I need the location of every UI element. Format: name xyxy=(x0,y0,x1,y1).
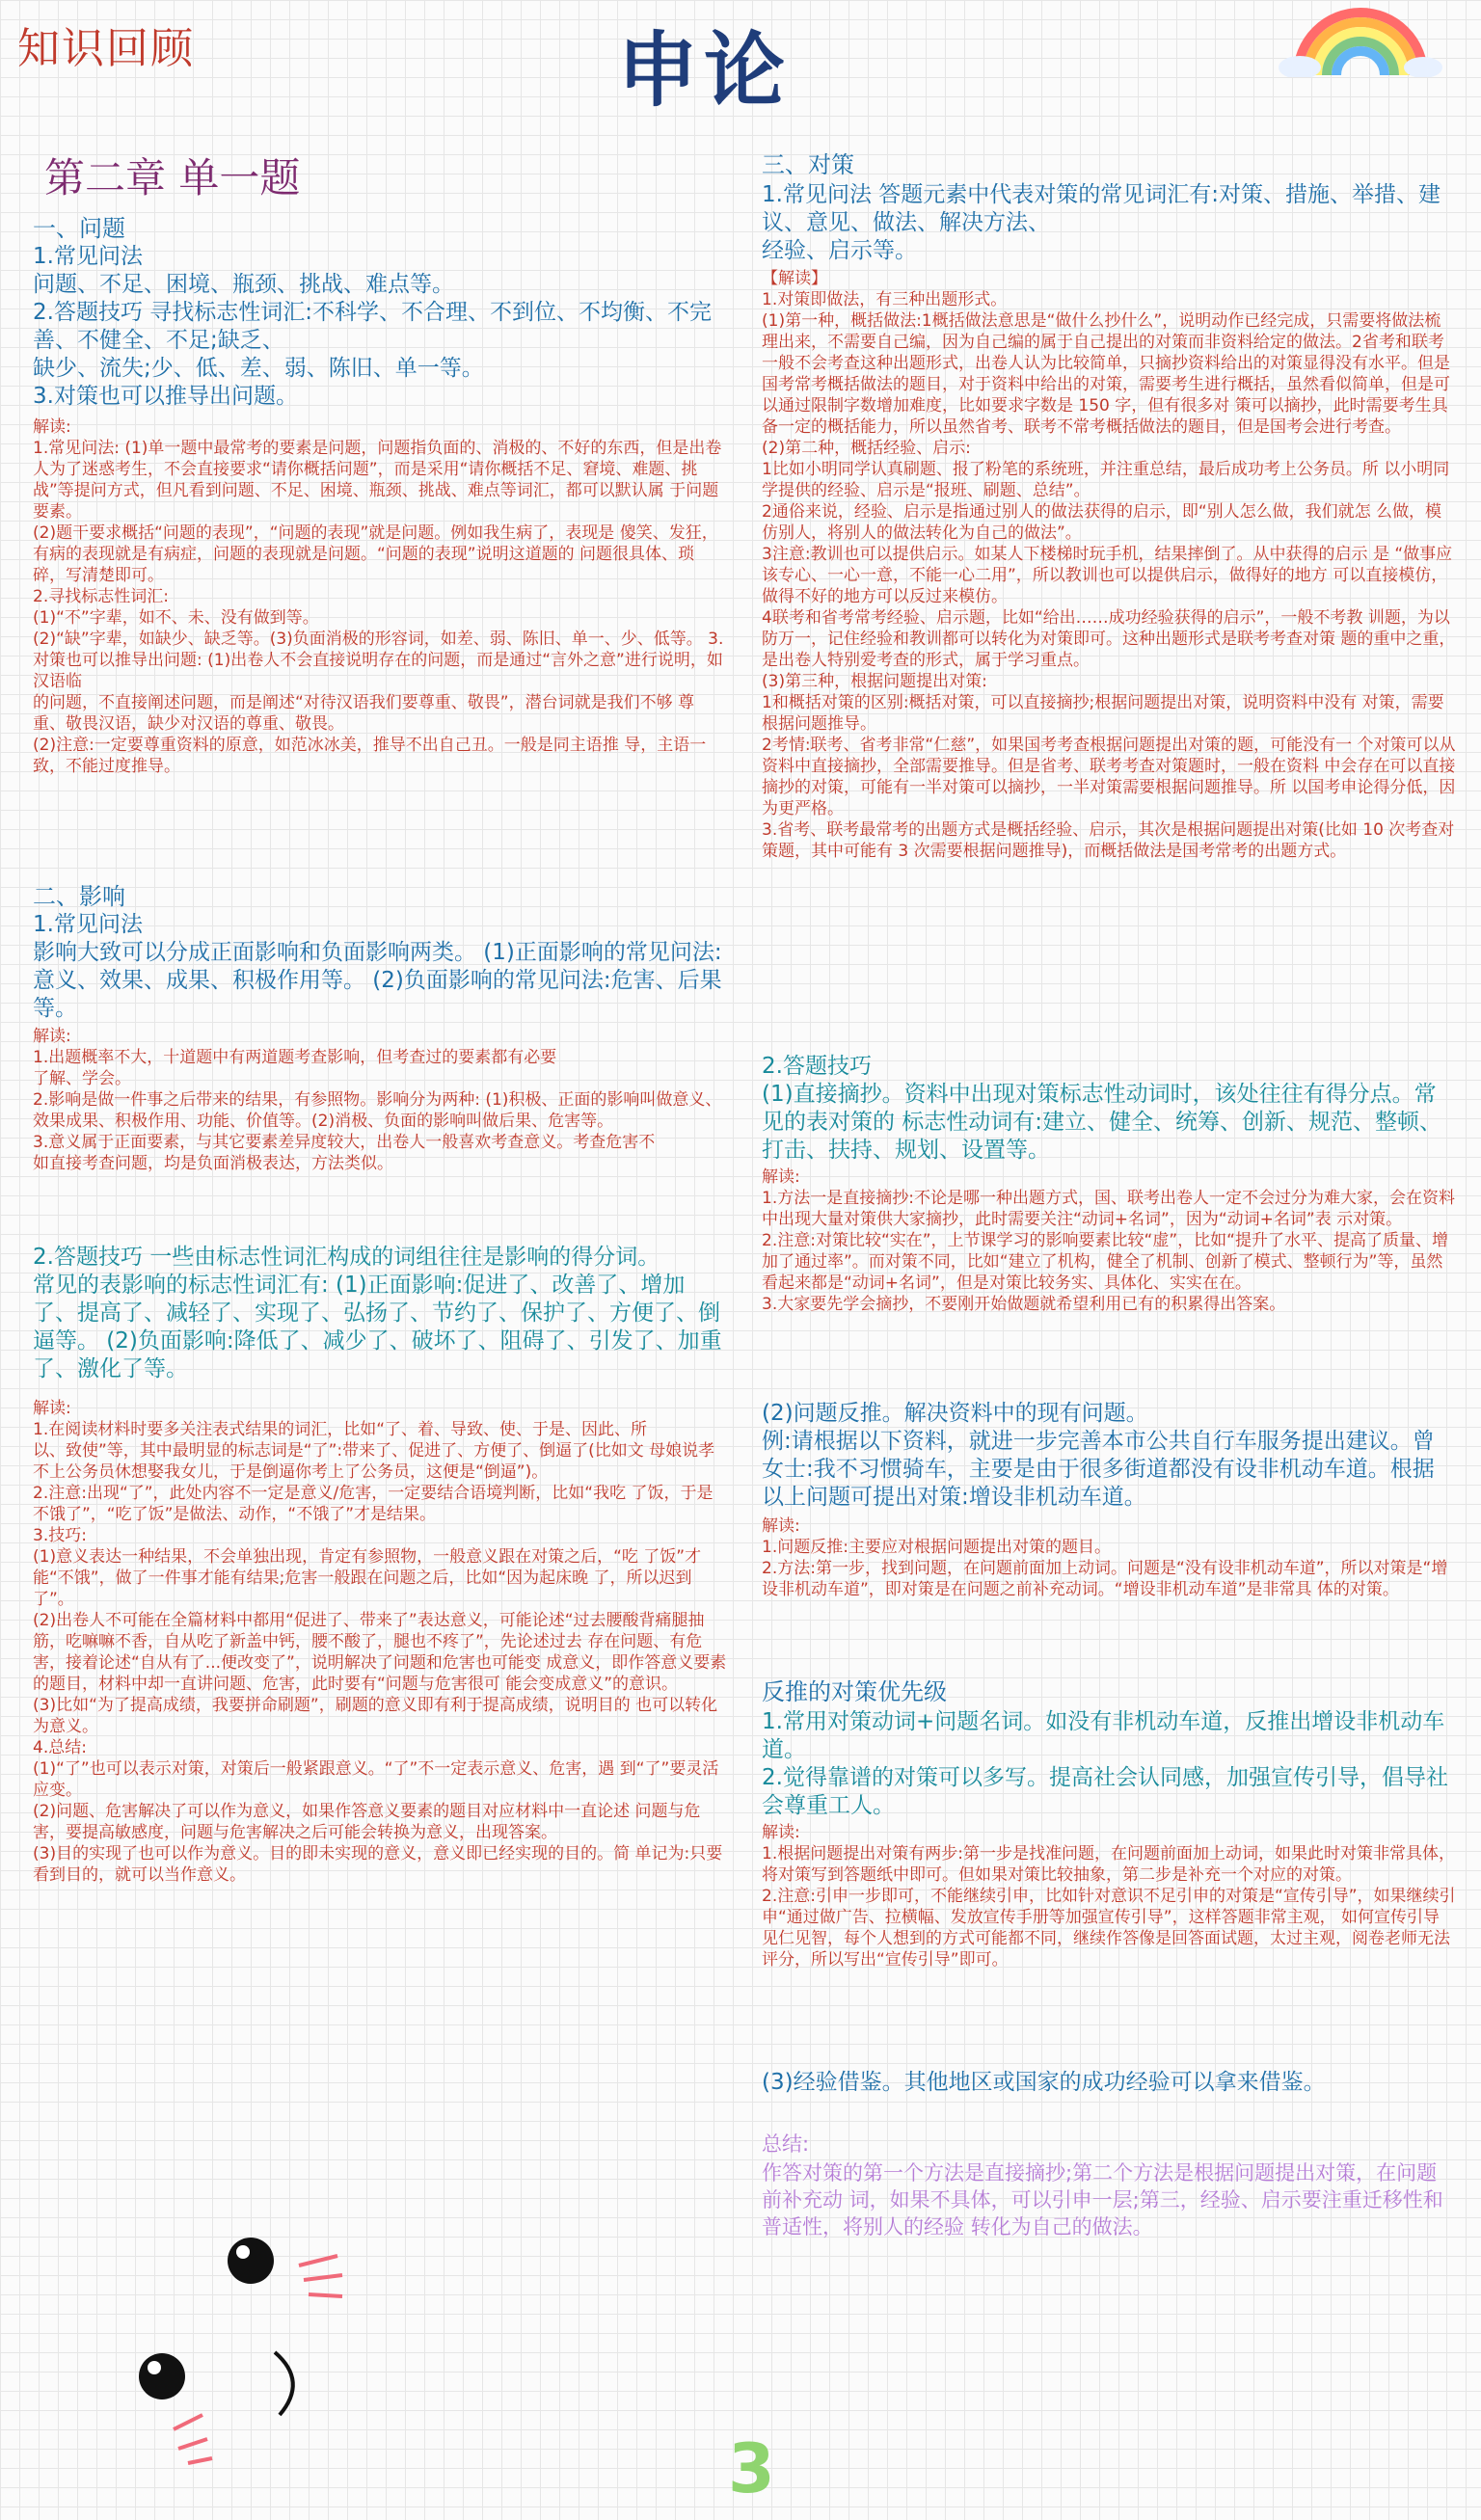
note-text: 1.对策即做法，有三种出题形式。 (1)第一种，概括做法:1概括做法意思是“做什么抄什么”，说明动作已经完成，只需要将做法梳理出来，不需要自己编，因为自己编的属于自己提出的对策而非资料给定的做法。2省考和联考一般不会考查这种出题形式，出卷人认为比较简单，只摘抄资料给出的对策显得没有水平。但是国考常考概括做法的题目，对于资料中给出的对策，需要考生进行概括，虽然看似简单，但是可以通过限制字数增加难度，比如要求字数是 150 字，但有很多对 策可以摘抄，此时需要考生具备一定的概括能力，所以虽然省考、联考不常考概括做法的题目，但是国考会进行考查。 (2)第二种，概括经验、启示: 1比如小明同学认真刷题、报了粉笔的系统班，并注重总结，最后成功考上公务员。所 以小明同学提供的经验、启示是“报班、刷题、总结”。 2通俗来说，经验、启示是指通过别人的做法获得的启示，即“别人怎么做，我们就怎 么做，模仿别人，将别人的做法转化为自己的做法”。 3注意:教训也可以提供启示。如某人下楼梯时玩手机，结果摔倒了。从中获得的启示 是 “做事应该专心、一心一意，不能一心二用”，所以教训也可以提供启示，做得好的地方 可以直接模仿，做得不好的地方可以反过来模仿。 4联考和省考常考经验、启示题，比如“给出……成功经验获得的启示”，一般不考教 训题，为以防万一，记住经验和教训都可以转化为对策即可。这种出题形式是联考考查对策 题的重中之重，是出卷人特别爱考查的形式，属于学习重点。 (3)第三种，根据问题提出对策: 1和概括对策的区别:概括对策，可以直接摘抄;根据问题提出对策，说明资料中没有 对策，需要根据问题推导。 2考情:联考、省考非常“仁慈”，如果国考考查根据问题提出对策的题，可能没有一 个对策可以从资料中直接摘抄，全部需要推导。但是省考、联考考查对策题时，一般在资料 中会存在可以直接摘抄的对策，可能有一半对策可以摘抄，一半对策需要根据问题推导。所 以国考申论得分低，因为更严格。 3.省考、联考最常考的出题方式是概括经验、启示，其次是根据问题提出对策(比如 10 次考查对策题，其中可能有 3 次需要根据问题推导)，而概括做法是国考常考的出题方式。 xyxy=(762,290,1456,861)
summary-text: 作答对策的第一个方法是直接摘抄;第二个方法是根据问题提出对策，在问题前补充动 词，如果不具体，可以引申一层;第三，经验、启示要注重迁移性和普适性，将别人的经验 转化为自己的做法。 xyxy=(762,2161,1443,2239)
note-label: 解读: xyxy=(762,1167,800,1187)
body-text: 1.常用对策动词+问题名词。如没有非机动车道，反推出增设非机动车道。 2.觉得靠谱的对策可以多写。提高社会认同感，加强宣传引导，倡导社会尊重工人。 xyxy=(762,1709,1448,1818)
subheading: 2.答题技巧 xyxy=(762,1054,872,1079)
page-title: 申论 xyxy=(617,23,792,118)
body-text: 经验、启示等。 xyxy=(762,238,917,263)
subheading: (3)经验借鉴。其他地区或国家的成功经验可以拿来借鉴。 xyxy=(762,2070,1326,2095)
note-label: 解读: xyxy=(33,1027,71,1046)
body-text: 常见的表影响的标志性词汇有: (1)正面影响:促进了、改善了、增加了、提高了、减轻了、实现了、弘扬了、节约了、保护了、方便了、倒逼等。 (2)负面影响:降低了、减少了、破坏了、阻碍了、引发了、加重了、激化了等。 xyxy=(33,1273,722,1381)
chapter-title: 第二章 单一题 xyxy=(44,154,301,201)
subheading: 1.常见问法 答题元素中代表对策的常见词汇有:对策、措施、举措、建议、意见、做法、解决方法、 xyxy=(762,182,1441,235)
section-heading-countermeasure: 三、对策 xyxy=(762,151,854,178)
body-text: 问题、不足、困境、瓶颈、挑战、难点等。 xyxy=(33,272,454,297)
subheading: 2.答题技巧 寻找标志性词汇:不科学、不合理、不到位、不均衡、不完善、不健全、不足;缺乏、 xyxy=(33,300,713,353)
note-label: 【解读】 xyxy=(762,269,827,288)
note-text: 1.在阅读材料时要多关注表式结果的词汇，比如“了、着、导致、使、于是、因此、所 以、致使”等，其中最明显的标志词是“了”:带来了、促进了、方便了、倒逼了(比如文 母娘说孝不上公务员休想娶我女儿，于是倒逼你考上了公务员，这便是“倒逼”)。 2.注意:出现“了”，此处内容不一定是意义/危害，一定要结合语境判断，比如“我吃 了饭，于是不饿了”，“吃了饭”是做法、动作，“不饿了”才是结果。 3.技巧: (1)意义表达一种结果，不会单独出现，肯定有参照物，一般意义跟在对策之后，“吃 了饭”才能“不饿”，做了一件事才能有结果;危害一般跟在问题之后，比如“因为起床晚 了，所以迟到了”。 (2)出卷人不可能在全篇材料中都用“促进了、带来了”表达意义，可能论述“过去腰酸背痛腿抽筋，吃嘛嘛不香，自从吃了新盖中钙，腰不酸了，腿也不疼了”，先论述过去 存在问题、有危害，接着论述“自从有了...便改变了”，说明解决了问题和危害也可能变 成意义，即作答意义要素的题目，材料中却一直讲问题、危害，此时要有“问题与危害很可 能会变成意义”的意识。 (3)比如“为了提高成绩，我要拼命刷题”，刷题的意义即有利于提高成绩，说明目的 也可以转化为意义。 4.总结: (1)“了”也可以表示对策，对策后一般紧跟意义。“了”不一定表示意义、危害，遇 到“了”要灵活应变。 (2)问题、危害解决了可以作为意义，如果作答意义要素的题目对应材料中一直论述 问题与危害，要提高敏感度，问题与危害解决之后可能会转换为意义，出现答案。 (3)目的实现了也可以作为意义。目的即未实现的意义，意义即已经实现的目的。简 单记为:只要看到目的，就可以当作意义。 xyxy=(33,1420,727,1885)
body-text: (1)直接摘抄。资料中出现对策标志性动词时，该处往往有得分点。常见的表对策的 标志性动词有:建立、健全、统筹、创新、规范、整顿、打击、扶持、规划、设置等。 xyxy=(762,1082,1442,1163)
badge: 知识回顾 xyxy=(17,24,195,73)
note-text: 1.方法一是直接摘抄:不论是哪一种出题方式，国、联考出卷人一定不会过分为难大家，会在资料中出现大量对策供大家摘抄，此时需要关注“动词+名词”，因为“动词+名词”表 示对策。 2.注意:对策比较“实在”，上节课学习的影响要素比较“虚”，比如“提升了水平、提高了质量、增加了通过率”。而对策不同，比如“建立了机构，健全了机制、创新了模式、整顿行为”等，虽然看起来都是“动词+名词”，但是对策比较务实、具体化、实实在在。 3.大家要先学会摘抄，不要刚开始做题就希望利用已有的积累得出答案。 xyxy=(762,1189,1455,1314)
section-heading-impact: 二、影响 xyxy=(33,883,125,910)
page-number: 3 xyxy=(728,2429,775,2508)
note-text: 1.根据问题提出对策有两步:第一步是找准问题，在问题前面加上动词，如果此时对策非常具体，将对策写到答题纸中即可。但如果对策比较抽象，第二步是补充一个对应的对策。 2.注意:引申一步即可，不能继续引申，比如针对意识不足引申的对策是“宣传引导”，如果继续引申“通过做广告、拉横幅、发放宣传手册等加强宣传引导”，这样答题非常主观， 如何宣传引导见仁见智，每个人想到的方式可能都不同，继续作答像是回答面试题，太过主观，阅卷老师无法评分，所以写出“宣传引导”即可。 xyxy=(762,1844,1456,1970)
note-text: 1.出题概率不大，十道题中有两道题考查影响，但考查过的要素都有必要 了解、学会。 2.影响是做一件事之后带来的结果，有参照物。影响分为两种: (1)积极、正面的影响叫做意义、效果成果、积极作用、功能、价值等。(2)消极、负面的影响叫做后果、危害等。 3.意义属于正面要素，与其它要素差异度较大，出卷人一般喜欢考查意义。考查危害不 如直接考查问题，均是负面消极表达，方法类似。 xyxy=(33,1048,722,1173)
subheading: 1.常见问法 xyxy=(33,912,143,937)
body-text: 缺少、流失;少、低、差、弱、陈旧、单一等。 xyxy=(33,356,484,381)
body-text: 例:请根据以下资料，就进一步完善本市公共自行车服务提出建议。曾女士:我不习惯骑车，主要是由于很多街道都没有设非机动车道。根据以上问题可提出对策:增设非机动车道。 xyxy=(762,1429,1435,1510)
note-label: 解读: xyxy=(762,1823,800,1842)
subheading: 1.常见问法 xyxy=(33,244,143,269)
section-heading-problem: 一、问题 xyxy=(33,215,125,242)
note-label: 解读: xyxy=(762,1516,800,1536)
subheading: (2)问题反推。解决资料中的现有问题。 xyxy=(762,1401,1148,1426)
subheading: 2.答题技巧 一些由标志性词汇构成的词组往往是影响的得分词。 xyxy=(33,1245,660,1270)
note-label: 解读: xyxy=(33,1399,71,1418)
subheading: 反推的对策优先级 xyxy=(762,1678,947,1705)
rainbow-icon xyxy=(1279,0,1442,77)
note-text: 1.常见问法: (1)单一题中最常考的要素是问题，问题指负面的、消极的、不好的东西，但是出卷 人为了迷惑考生，不会直接要求“请你概括问题”，而是采用“请你概括不足、窘境、难题、挑战”等提问方式，但凡看到问题、不足、困境、瓶颈、挑战、难点等词汇，都可以默认属 于问题要素。 (2)题干要求概括“问题的表现”，“问题的表现”就是问题。例如我生病了，表现是 傻笑、发狂，有病的表现就是有病症，问题的表现就是问题。“问题的表现”说明这道题的 问题很具体、琐碎，写清楚即可。 2.寻找标志性词汇: (1)“不”字辈，如不、未、没有做到等。 (2)“缺”字辈，如缺少、缺乏等。(3)负面消极的形容词，如差、弱、陈旧、单一、少、低等。 3.对策也可以推导出问题: (1)出卷人不会直接说明存在的问题，而是通过“言外之意”进行说明，如汉语临 的问题，不直接阐述问题，而是阐述“对待汉语我们要尊重、敬畏”，潜台词就是我们不够 尊重、敬畏汉语，缺少对汉语的尊重、敬畏。 (2)注意:一定要尊重资料的原意，如范冰冰美，推导不出自己丑。一般是同主语推 导，主语一致，不能过度推导。 xyxy=(33,439,724,776)
cartoon-face-icon xyxy=(106,2208,357,2497)
summary-label: 总结: xyxy=(762,2132,810,2156)
note-label: 解读: xyxy=(33,417,71,437)
note-text: 1.问题反推:主要应对根据问题提出对策的题目。 2.方法:第一步，找到问题，在问题前面加上动词。问题是“没有设非机动车道”，所以对策是“增设非机动车道”，即对策是在问题之前补充动词。“增设非机动车道”是非常具 体的对策。 xyxy=(762,1538,1448,1599)
subheading: 3.对策也可以推导出问题。 xyxy=(33,384,298,409)
body-text: 影响大致可以分成正面影响和负面影响两类。 (1)正面影响的常见问法:意义、效果、成果、积极作用等。 (2)负面影响的常见问法:危害、后果等。 xyxy=(33,940,722,1021)
